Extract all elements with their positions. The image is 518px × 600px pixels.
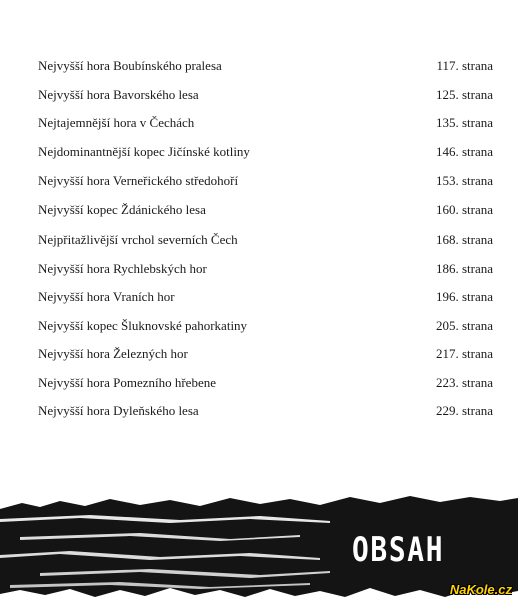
toc-entry-title: Nejvyšší hora Verneřického středohoří [38,173,239,188]
toc-entry [38,56,493,76]
toc-entry-page: 205. strana [435,318,493,333]
toc-entry [38,373,493,393]
toc-entry-page: 153. strana [435,173,493,188]
toc-entry [38,316,493,336]
toc-entry-title: Nejvyšší hora Dyleňského lesa [38,403,199,418]
toc-entry [38,113,493,133]
toc-entry [38,344,493,364]
toc-entry-page: 160. strana [435,202,493,217]
toc-entry-page: 146. strana [435,144,493,159]
watermark-logo: NaKole.cz [449,582,512,597]
toc-entry [38,142,493,162]
toc-entry [38,171,493,191]
toc-entry [38,230,493,250]
toc-entry-title: Nejvyšší hora Vraních hor [38,289,175,304]
toc-entry-page: 125. strana [435,87,493,102]
toc-entry [38,200,493,220]
section-heading: OBSAH [352,530,445,570]
toc-entry-title: Nejvyšší hora Rychlebských hor [38,261,207,276]
toc-entry [38,287,493,307]
toc-entry-page: 186. strana [435,261,493,276]
toc-entry-page: 223. strana [435,375,493,390]
toc-entry-page: 196. strana [435,289,493,304]
toc-entry-title: Nejvyšší hora Boubínského pralesa [38,58,222,73]
toc-entry-title: Nejvyšší hora Bavorského lesa [38,87,199,102]
toc-entry-page: 168. strana [435,232,493,247]
toc-entry-title: Nejdominantnější kopec Jičínské kotliny [38,144,250,159]
toc-entry-title: Nejvyšší kopec Ždánického lesa [38,202,206,217]
toc-entry-title: Nejtajemnější hora v Čechách [38,115,195,130]
toc-entry [38,259,493,279]
toc-entry-title: Nejvyšší hora Železných hor [38,346,188,361]
toc-entry [38,401,493,421]
toc-entry-title: Nejvyšší hora Pomezního hřebene [38,375,216,390]
toc-entry-page: 217. strana [435,346,493,361]
toc-entry [38,85,493,105]
toc-entry-page: 135. strana [435,115,493,130]
toc-entry-page: 117. strana [436,58,493,73]
toc-entry-title: Nejvyšší kopec Šluknovské pahorkatiny [38,318,248,333]
toc-entry-title: Nejpřitažlivější vrchol severních Čech [38,232,238,247]
toc-entry-page: 229. strana [435,403,493,418]
